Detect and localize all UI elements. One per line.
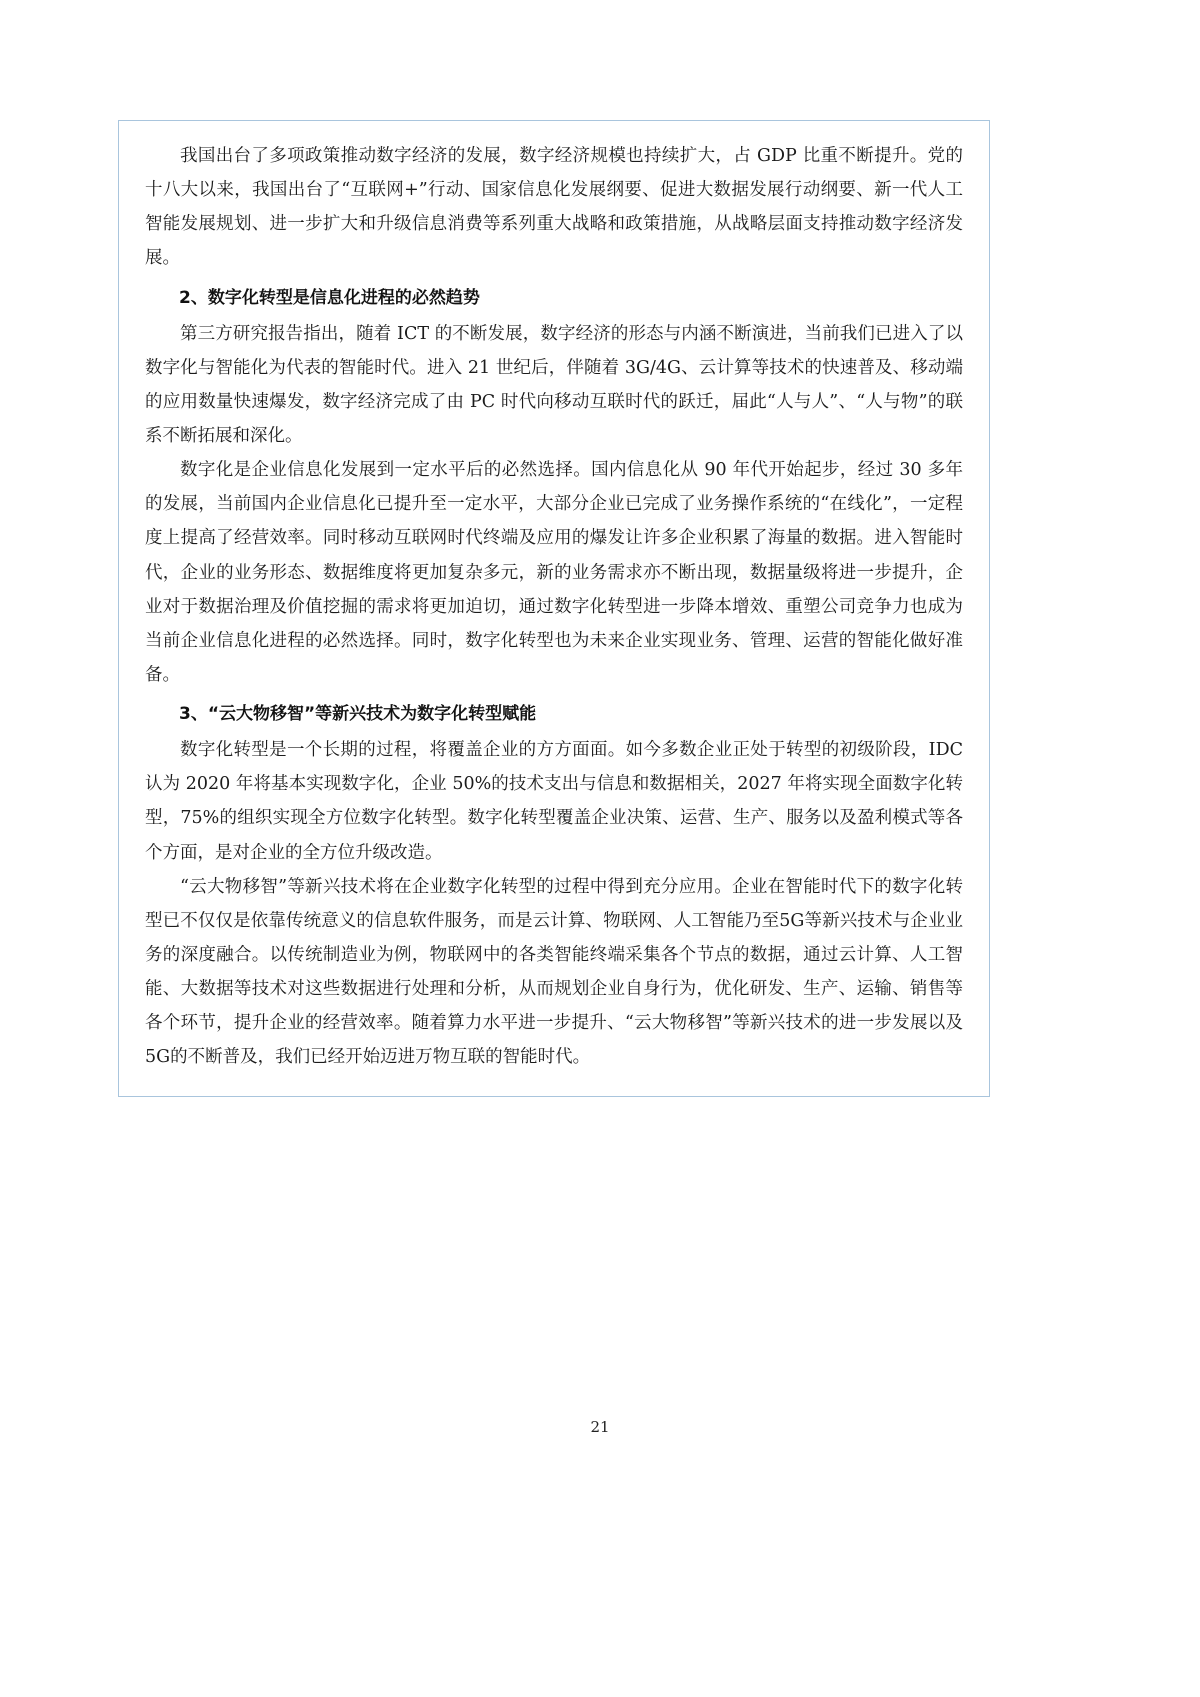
paragraph-3: 数字化是企业信息化发展到一定水平后的必然选择。国内信息化从 90 年代开始起步，经过 30 多年的发展，当前国内企业信息化已提升至一定水平，大部分企业已完成了业务操作系统的“在线化”，一定程度上提高了经营效率。同时移动互联网时代终端及应用的爆发让许多企业积累了海量的数据。进入智能时代，企业的业务形态、数据维度将更加复杂多元，新的业务需求亦不断出现，数据量级将进一步提升，企业对于数据治理及价值挖掘的需求将更加迫切，通过数字化转型进一步降本增效、重塑公司竞争力也成为当前企业信息化进程的必然选择。同时，数字化转型也为未来企业实现业务、管理、运营的智能化做好准备。 xyxy=(145,460,963,685)
page-number: 21 xyxy=(590,1418,610,1436)
document-body xyxy=(145,139,963,1074)
section-heading-2: 2、数字化转型是信息化进程的必然趋势 xyxy=(179,287,480,308)
paragraph-2: 第三方研究报告指出，随着 ICT 的不断发展，数字经济的形态与内涵不断演进，当前我们已进入了以数字化与智能化为代表的智能时代。进入 21 世纪后，伴随着 3G/4G、云计算等技术的快速普及、移动端的应用数量快速爆发，数字经济完成了由 PC 时代向移动互联时代的跃迁，届此“人与人”、“人与物”的联系不断拓展和深化。 xyxy=(145,323,963,447)
paragraph-4: 数字化转型是一个长期的过程，将覆盖企业的方方面面。如今多数企业正处于转型的初级阶段，IDC 认为 2020 年将基本实现数字化，企业 50%的技术支出与信息和数据相关，2027 年将实现全面数字化转型，75%的组织实现全方位数字化转型。数字化转型覆盖企业决策、运营、生产、服务以及盈利模式等各个方面，是对企业的全方位升级改造。 xyxy=(145,740,963,863)
section-heading-3: 3、“云大物移智”等新兴技术为数字化转型赋能 xyxy=(179,704,537,725)
paragraph-1: 我国出台了多项政策推动数字经济的发展，数字经济规模也持续扩大，占 GDP 比重不断提升。党的十八大以来，我国出台了“互联网+”行动、国家信息化发展纲要、促进大数据发展行动纲要、新一代人工智能发展规划、进一步扩大和升级信息消费等系列重大战略和政策措施，从战略层面支持推动数字经济发展。 xyxy=(145,146,963,269)
paragraph-5: “云大物移智”等新兴技术将在企业数字化转型的过程中得到充分应用。企业在智能时代下的数字化转型已不仅仅是依靠传统意义的信息软件服务，而是云计算、物联网、人工智能乃至5G等新兴技术与企业业务的深度融合。以传统制造业为例，物联网中的各类智能终端采集各个节点的数据，通过云计算、人工智能、大数据等技术对这些数据进行处理和分析，从而规划企业自身行为，优化研发、生产、运输、销售等各个环节，提升企业的经营效率。随着算力水平进一步提升、“云大物移智”等新兴技术的进一步发展以及5G的不断普及，我们已经开始迈进万物互联的智能时代。 xyxy=(145,876,963,1068)
content-frame xyxy=(118,120,990,1097)
